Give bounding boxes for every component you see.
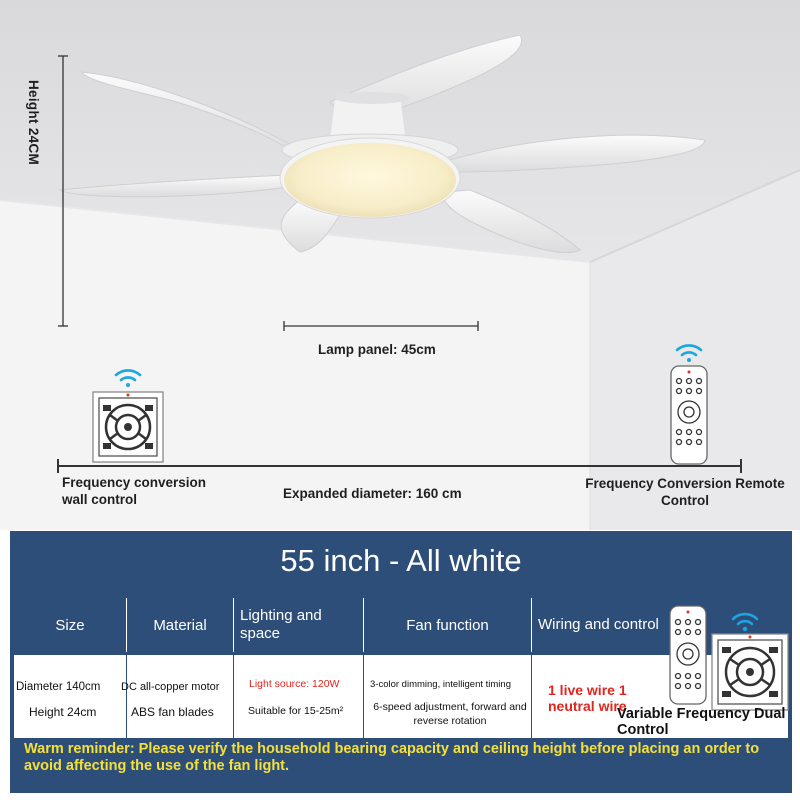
fan-function-cell [364, 655, 532, 738]
size-height: Height 24cm [29, 705, 97, 719]
header-material: Material [127, 598, 234, 652]
remote-control-icon [671, 366, 707, 464]
header-fan-function: Fan function [364, 598, 532, 652]
lamp-panel-label: Lamp panel: 45cm [318, 342, 436, 357]
expanded-diameter-label: Expanded diameter: 160 cm [283, 486, 462, 501]
remote-control-label: Frequency Conversion Remote Control [585, 476, 785, 508]
material-motor: DC all-copper motor [121, 681, 220, 693]
height-dimension-label: Height 24CM [26, 80, 41, 166]
warm-reminder: Warm reminder: Please verify the household bearing capacity and ceiling height before placing an order to avoid affecting the use of the fan light. [24, 741, 760, 774]
material-blades: ABS fan blades [131, 705, 214, 719]
lighting-source: Light source: 120W [249, 678, 340, 690]
fan-speed: 6-speed adjustment, forward and reverse rotation [373, 701, 527, 727]
header-wiring: Wiring and control [538, 616, 659, 633]
panel-title: 55 inch - All white [280, 543, 522, 578]
size-cell [14, 655, 127, 738]
fan-dimming: 3-color dimming, intelligent timing [370, 679, 511, 690]
material-cell [121, 655, 234, 738]
wall-control-icon [93, 392, 163, 462]
size-diameter: Diameter 140cm [16, 681, 101, 693]
wifi-icon [730, 608, 760, 634]
lighting-cell [234, 655, 364, 738]
wiring-control-label: Variable Frequency Dual Control [617, 706, 786, 738]
wiring-wires: 1 live wire 1 neutral wire [548, 682, 627, 714]
lighting-space: Suitable for 15-25m² [248, 705, 344, 717]
wall-control-label: Frequency conversion wall control [62, 475, 207, 507]
remote-control-icon [668, 604, 708, 706]
header-lighting: Lighting and space [234, 598, 364, 652]
wall-control-icon [710, 632, 790, 712]
header-size: Size [14, 598, 127, 652]
